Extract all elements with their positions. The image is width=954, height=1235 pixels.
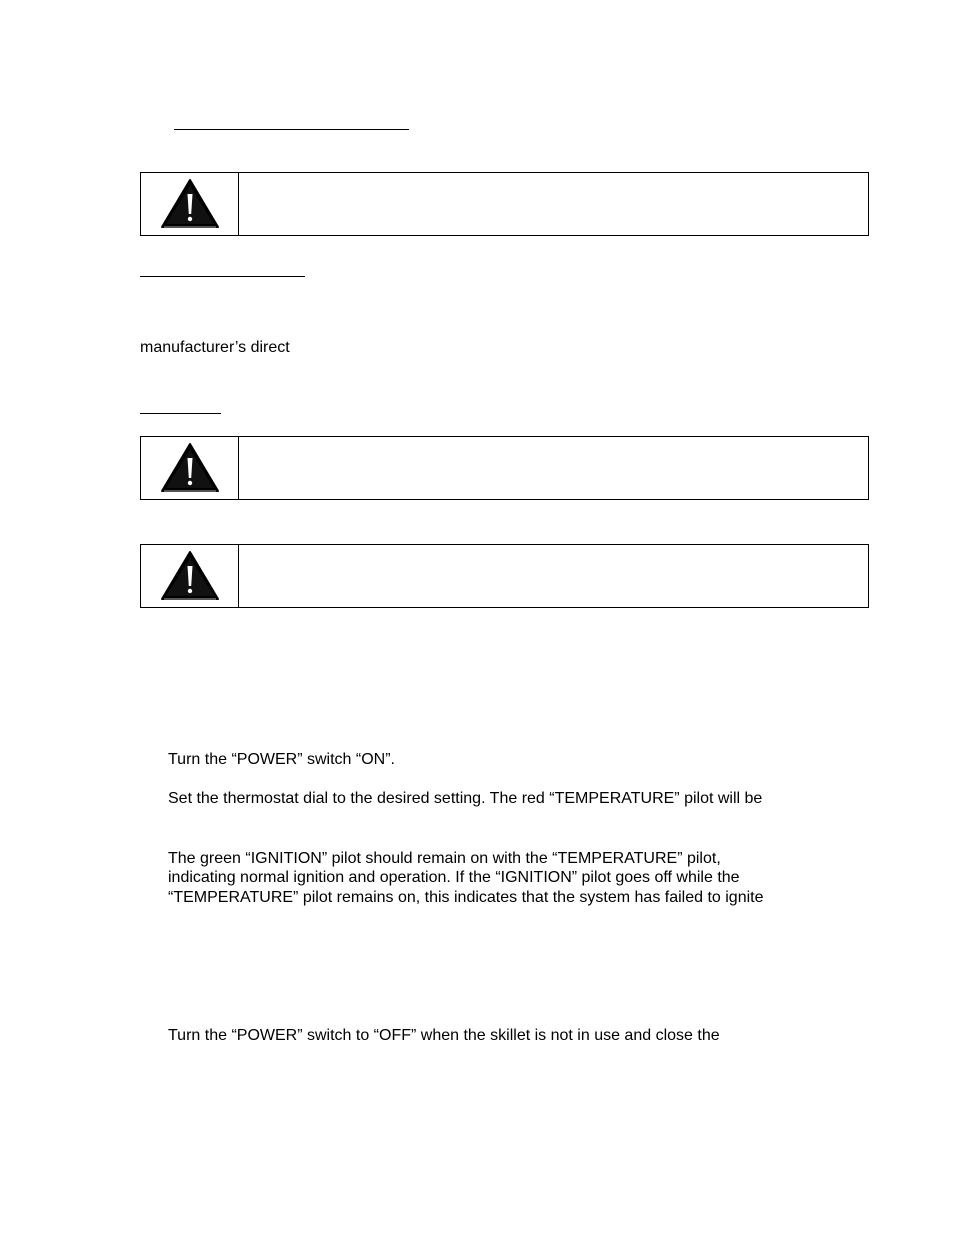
warning-box (140, 172, 869, 236)
manufacturer-text: manufacturer’s direct (140, 339, 290, 356)
warning-text-cell (239, 437, 868, 499)
warning-text-cell (239, 545, 868, 607)
step-ignition-line-3: “TEMPERATURE” pilot remains on, this indicates that the system has failed to ignite (168, 889, 764, 906)
warning-icon-cell (141, 173, 239, 235)
warning-triangle-icon (160, 442, 220, 494)
warning-icon-cell (141, 545, 239, 607)
section-underline (140, 276, 305, 277)
warning-triangle-icon (160, 550, 220, 602)
subsection-underline (140, 413, 221, 414)
warning-box (140, 544, 869, 608)
step-ignition-line-2: indicating normal ignition and operation. If the “IGNITION” pilot goes off while the (168, 869, 740, 886)
warning-text-cell (239, 173, 868, 235)
warning-triangle-icon (160, 178, 220, 230)
step-power-on: Turn the “POWER” switch “ON”. (168, 751, 395, 768)
warning-icon-cell (141, 437, 239, 499)
step-thermostat: Set the thermostat dial to the desired setting. The red “TEMPERATURE” pilot will be (168, 790, 763, 807)
warning-box (140, 436, 869, 500)
step-power-off: Turn the “POWER” switch to “OFF” when the skillet is not in use and close the (168, 1027, 720, 1044)
heading-underline (174, 129, 409, 130)
step-ignition-line-1: The green “IGNITION” pilot should remain on with the “TEMPERATURE” pilot, (168, 850, 721, 867)
